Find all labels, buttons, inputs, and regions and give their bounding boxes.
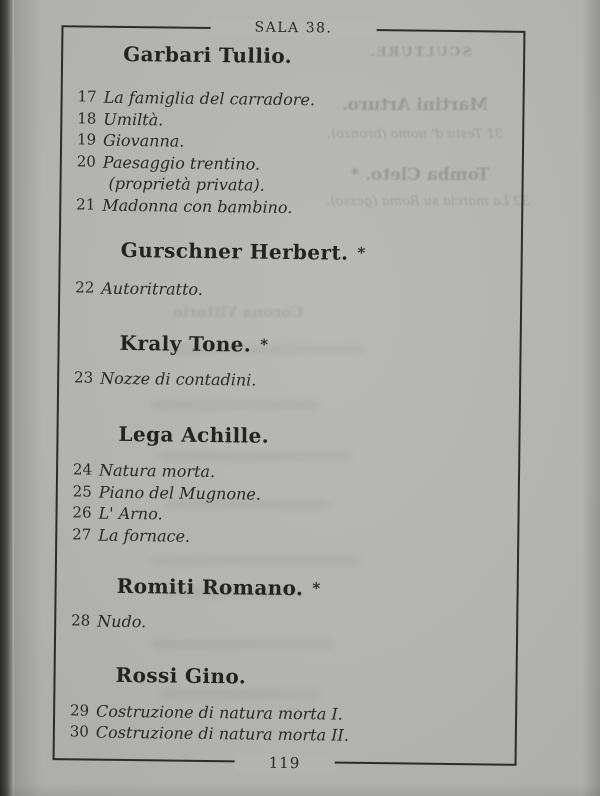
page-number: 119 [235, 753, 335, 772]
artist-name-text: Romiti Romano. [116, 573, 304, 601]
scan-edge-shadow-left [0, 0, 14, 796]
works-list [56, 610, 516, 637]
artist-name [117, 574, 517, 603]
work-number: 26 [72, 503, 92, 522]
artist-name [119, 330, 519, 359]
artist-name [123, 42, 523, 71]
works-list [60, 277, 520, 304]
work-note: (proprietà privata). [108, 173, 265, 195]
asterisk-mark: * [357, 243, 366, 262]
works-list [57, 459, 518, 551]
artist-name-text: Kraly Tone. [119, 330, 252, 357]
scan-edge-shadow-bottom [0, 784, 600, 796]
scan-edge-shadow-right [582, 0, 600, 796]
work-title: Giovanna. [102, 130, 185, 151]
work-title: Madonna con bambino. [102, 195, 293, 217]
artist-section [59, 330, 520, 394]
work-number: 29 [69, 700, 90, 720]
works-list [55, 700, 515, 749]
works-list [61, 86, 523, 221]
work-title: Nozze di contadini. [100, 368, 257, 390]
work-number: 27 [72, 524, 92, 544]
work-number: 25 [72, 481, 92, 501]
catalog-content [55, 27, 524, 764]
work-number: 20 [76, 151, 96, 171]
artist-section [56, 573, 517, 637]
artist-name [121, 238, 521, 267]
work-title: Nudo. [97, 611, 147, 632]
artist-name [118, 422, 518, 451]
bleed-through-text: SCULTURE. [368, 45, 472, 60]
asterisk-mark: * [312, 579, 321, 598]
room-header: SALA 38. [210, 19, 376, 37]
work-number: 21 [76, 194, 96, 214]
work-number: 24 [72, 460, 93, 479]
bleed-through-text: 31 Testa d' uomo (bronzo). [326, 127, 504, 142]
work-title: Autoritratto. [101, 278, 204, 299]
work-number: 22 [75, 278, 95, 297]
asterisk-mark: * [260, 335, 269, 354]
artist-name-text: Garbari Tullio. [123, 41, 293, 69]
work-row [56, 610, 516, 637]
artist-section [55, 662, 516, 749]
work-number: 18 [77, 108, 97, 128]
bleed-through-text: Corona Vittorio [172, 303, 304, 321]
work-row [59, 367, 519, 394]
work-number: 17 [77, 87, 97, 106]
artist-section [61, 41, 523, 221]
work-number: 23 [74, 367, 94, 387]
work-title: Umiltà. [103, 109, 164, 129]
bleed-through-text: 32 La marcia su Roma (gesso). [326, 194, 530, 209]
work-title: Costruzione di natura morta II. [95, 722, 350, 745]
artist-name-text: Rossi Gino. [115, 662, 247, 688]
work-number: 30 [69, 722, 89, 741]
catalog-frame [53, 19, 526, 773]
work-row [55, 721, 515, 748]
work-title: La famiglia del carradore. [103, 87, 316, 110]
work-number: 28 [71, 611, 91, 630]
artist-name [115, 662, 515, 691]
work-number: 19 [76, 130, 97, 149]
work-title: Piano del Mugnone. [98, 482, 262, 504]
artist-section [57, 421, 518, 551]
works-list [59, 367, 519, 394]
work-title: Costruzione di natura morta I. [96, 701, 343, 724]
work-title: Natura morta. [98, 460, 216, 482]
work-number-blank [73, 172, 95, 194]
bleed-through-text: Tomba Cleto. * [350, 165, 490, 185]
artist-section [60, 237, 521, 304]
work-title: Paesaggio trentino. [102, 152, 261, 174]
work-row [60, 277, 520, 304]
work-row [61, 194, 521, 221]
artist-name-text: Lega Achille. [118, 421, 270, 448]
artist-name-text: Gurschner Herbert. [120, 237, 349, 265]
bleed-through-text: Martini Arturo. [341, 95, 489, 115]
work-title: L' Arno. [98, 503, 163, 524]
work-title: La fornace. [98, 525, 191, 546]
work-row [57, 524, 517, 551]
scan-edge-shadow-left-soft [14, 0, 42, 796]
